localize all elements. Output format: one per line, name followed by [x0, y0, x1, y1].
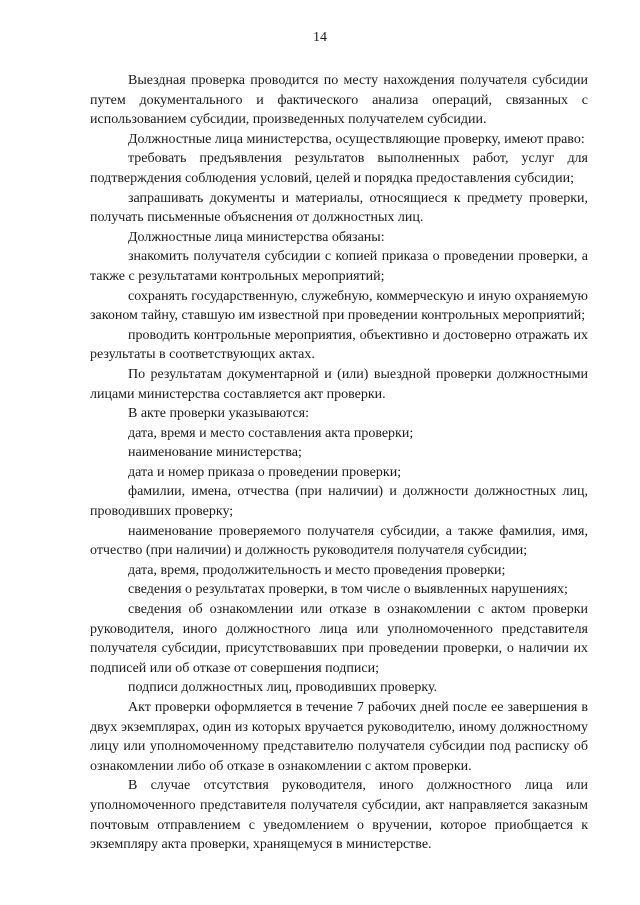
- paragraph-act-duration: дата, время, продолжительность и место проведения проверки;: [128, 562, 506, 578]
- paragraph-act-acknowledgement: сведения об ознакомлении или отказе в ознакомлении с актом проверки руководителя, иного должностного лица или уполномоченного представителя получателя субсидии, присутствовавших при проведении проверки, о наличии их подписей или об отказе от совершения подписи;: [90, 602, 588, 676]
- paragraph-act-deadline: Акт проверки оформляется в течение 7 рабочих дней после ее завершения в двух экземплярах, один из которых вручается руководителю, иному должностному лицу или уполномоченному представителю получателя субсидии под расписку об ознакомлении либо об отказе в ознакомлении с актом проверки.: [90, 700, 588, 774]
- paragraph-officials-rights: Должностные лица министерства, осуществляющие проверку, имеют право:: [128, 131, 585, 147]
- paragraph-officials-obligations: Должностные лица министерства обязаны:: [128, 229, 385, 245]
- paragraph-act-date-place: дата, время и место составления акта проверки;: [128, 425, 414, 441]
- paragraph-inspection-act: По результатам документарной и (или) выездной проверки должностными лицами министерства составляется акт проверки.: [90, 366, 588, 402]
- page-number: 14: [313, 30, 327, 45]
- paragraph-obligation-objectivity: проводить контрольные мероприятия, объективно и достоверно отражать их результаты в соответствующих актах.: [90, 327, 588, 363]
- paragraph-right-request-documents: запрашивать документы и материалы, относящиеся к предмету проверки, получать письменные объяснения от должностных лиц.: [90, 190, 588, 226]
- paragraph-act-order-number: дата и номер приказа о проведении проверки;: [128, 464, 402, 480]
- paragraph-obligation-familiarize: знакомить получателя субсидии с копией приказа о проведении проверки, а также с результатами контрольных мероприятий;: [90, 249, 588, 284]
- paragraph-on-site-inspection: Выездная проверка проводится по месту нахождения получателя субсидии путем документального и фактического анализа операций, связанных с использованием субсидии, произведенных получателем субсидии.: [90, 73, 588, 128]
- paragraph-obligation-secrecy: сохранять государственную, служебную, коммерческую и иную охраняемую законом тайну, ставшую им известной при проведении контрольных мероприятий;: [90, 288, 588, 324]
- paragraph-act-recipient: наименование проверяемого получателя субсидии, а также фамилия, имя, отчество (при наличии) и должность руководителя получателя субсидии;: [90, 523, 588, 559]
- paragraph-act-signatures: подписи должностных лиц, проводивших проверку.: [128, 680, 438, 696]
- paragraph-act-results: сведения о результатах проверки, в том числе о выявленных нарушениях;: [128, 582, 568, 598]
- paragraph-act-mailing: В случае отсутствия руководителя, иного должностного лица или уполномоченного представителя получателя субсидии, акт направляется заказным почтовым отправлением с уведомлением о вручении, которое приобщается к экземпляру акта проверки, хранящемуся в министерстве.: [90, 778, 588, 853]
- document-body: [90, 71, 588, 855]
- paragraph-act-contents-intro: В акте проверки указываются:: [128, 406, 310, 422]
- paragraph-right-demand-results: требовать предъявления результатов выполненных работ, услуг для подтверждения соблюдения условий, целей и порядка предоставления субсидии;: [90, 151, 588, 186]
- paragraph-act-ministry-name: наименование министерства;: [128, 445, 302, 461]
- paragraph-act-inspectors: фамилии, имена, отчества (при наличии) и должности должностных лиц, проводивших проверку;: [90, 484, 588, 520]
